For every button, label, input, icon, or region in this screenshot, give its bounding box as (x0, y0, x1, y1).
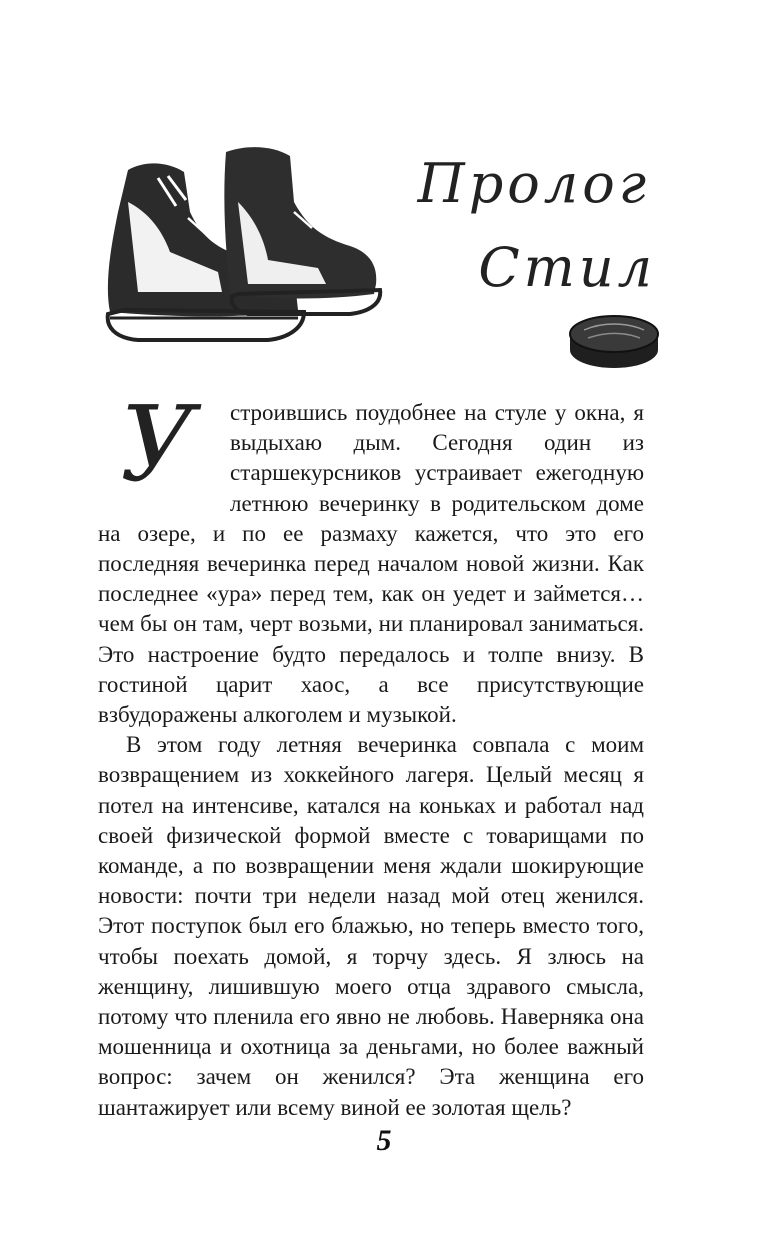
paragraph: В этом году летняя вечеринка совпала с моим возвращением из хоккейного лагеря. Целый месяц я потел на интенсиве, катался на коньках и работал над своей физической формой вместе с товарищами по команде, а по возвращении меня ждали шокирующие новости: почти три недели назад мой отец женился. Этот поступок был его блажью, но теперь вместо того, чтобы поехать домой, я торчу здесь. Я злюсь на женщину, лишившую моего отца здравого смысла, потому что пленила его явно не любовь. Наверняка она мошенница и охотница за деньгами, но более важный вопрос: зачем он женился? Эта женщина его шантажирует или всему виной ее золотая щель? (98, 732, 644, 1120)
ice-skates-illustration (98, 142, 388, 354)
drop-cap: У (120, 383, 196, 505)
paragraph-text: строившись поудобнее на стуле у окна, я выдыхаю дым. Сегодня один из старшекурсников устраивает ежегодную летнюю вечеринку в родительском доме на озере, и по ее размаху кажется, что это его последняя вечеринка перед началом новой жизни. Как последнее «ура» перед тем, как он уедет и займется… чем бы он там, черт возьми, ни планировал заниматься. Это настроение будто передалось и толпе внизу. В гостиной царит хаос, а все присутствующие взбудоражены алкоголем и музыкой. (98, 400, 644, 728)
chapter-label: Пролог (417, 152, 650, 215)
chapter-text (98, 383, 644, 1123)
pov-character-name: Стил (478, 236, 656, 299)
paragraph (98, 383, 644, 730)
hockey-puck-illustration (566, 312, 662, 372)
page-number: 5 (376, 1124, 392, 1157)
